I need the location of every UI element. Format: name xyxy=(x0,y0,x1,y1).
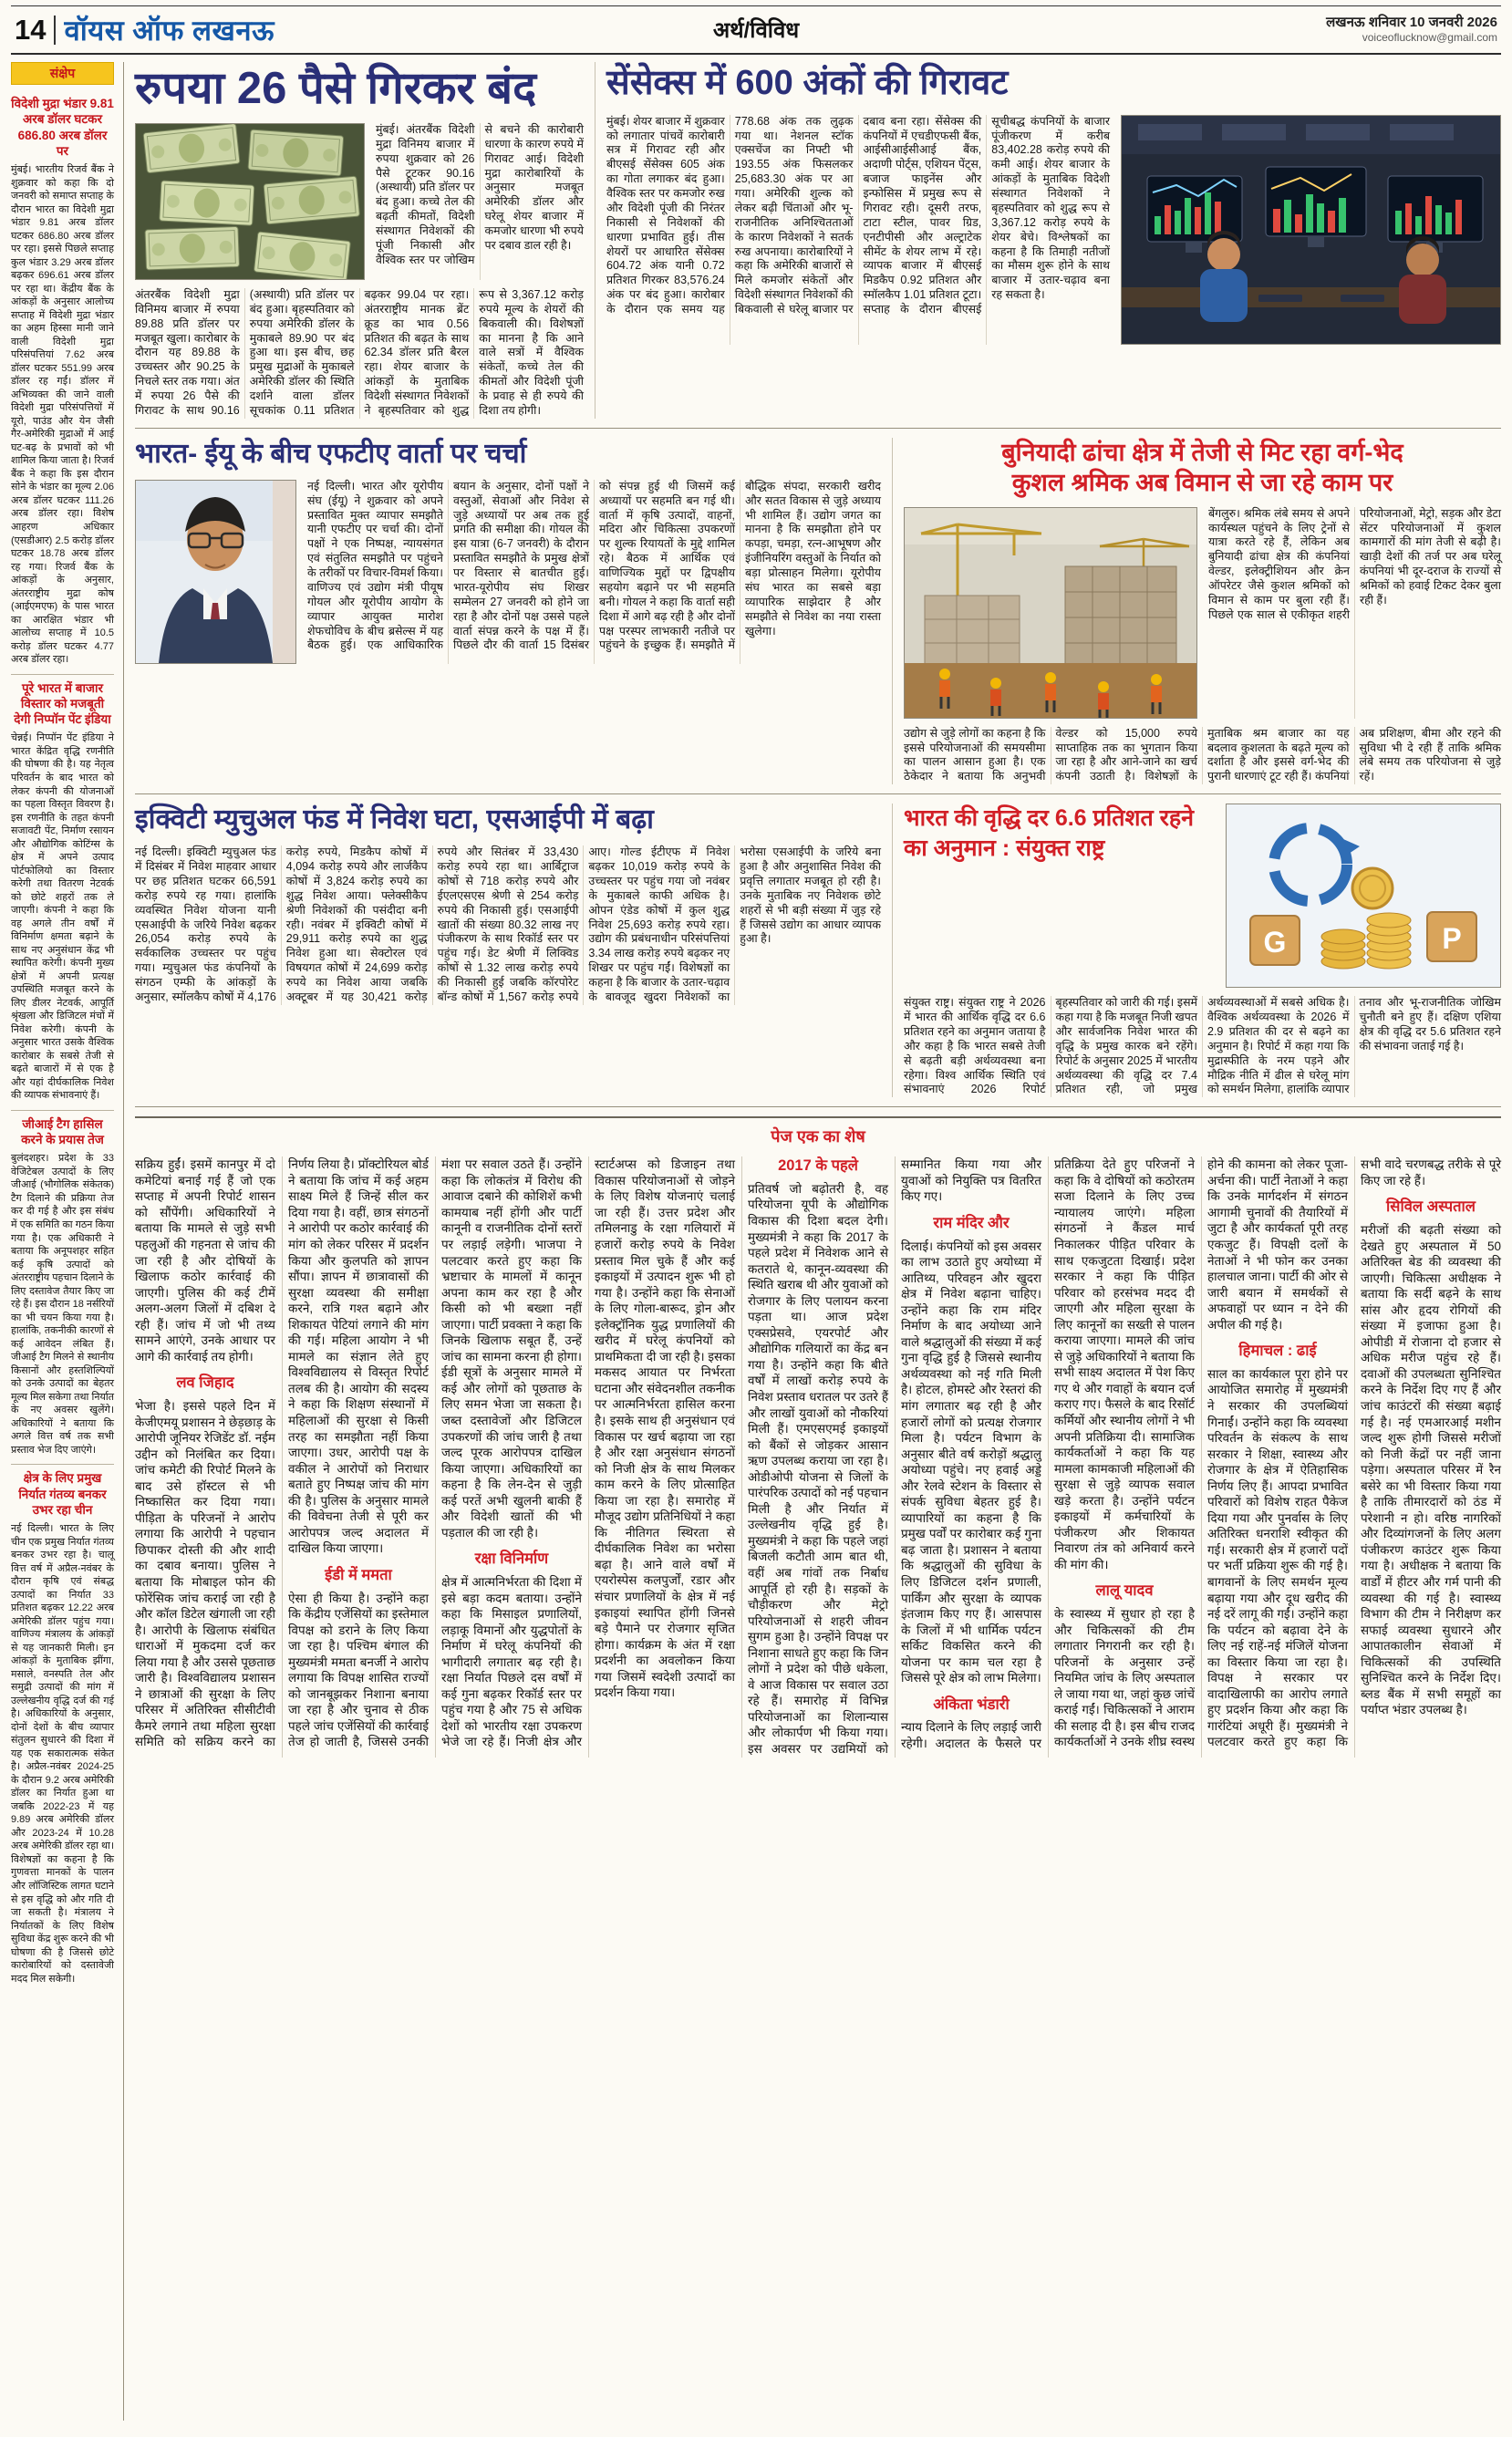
page-number: 14 xyxy=(15,13,47,46)
continued-body: साल का कार्यकाल पूरा होने पर आयोजित समारोह में मुख्यमंत्री ने सरकार की उपलब्धियां गिनाईं। उन्होंने कहा कि व्यवस्था परिवर्तन के संकल्प के साथ सरकार ने शिक्षा, स्वास्थ्य और रोजगार के क्षेत्र में ऐतिहासिक निर्णय लिए हैं। आपदा प्रभावित परिवारों को विशेष राहत पैकेज दिया गया और पुनर्वास के लिए अतिरिक्त धनराशि स्वीकृत की गई। सरकारी क्षेत्र में हजारों पदों पर भर्ती प्रक्रिया शुरू की गई है। बागवानों के लिए समर्थन मूल्य बढ़ाया गया और दूध खरीद की नई दरें लागू की गईं। उन्होंने कहा कि पर्यटन को बढ़ावा देने के लिए नई राहें-नई मंजिलें योजना का विस्तार किया जा रहा है। विपक्ष ने सरकार पर वादाखिलाफी का आरोप लगाते हुए प्रदर्शन किया और कहा कि गारंटियां अधूरी हैं। मुख्यमंत्री ने पलटवार करते हुए कहा कि सभी वादे चरणबद्ध तरीके से पूरे किए जा रहे हैं। xyxy=(1207,1157,1501,1749)
brief-body: नई दिल्ली। भारत के लिए चीन एक प्रमुख निर्यात गंतव्य बनकर उभर रहा है। चालू वित्त वर्ष में अप्रैल-नवंबर के दौरान कृषि एवं संबद्ध उत्पादों का निर्यात 33 प्रतिशत बढ़कर 12.22 अरब अमेरिकी डॉलर पहुंच गया। वाणिज्य मंत्रालय के आंकड़ों से यह जानकारी मिली। इन आंकड़ों के मुताबिक झींगा, मसाले, वनस्पति तेल और समुद्री उत्पादों की मांग में उल्लेखनीय वृद्धि दर्ज की गई है। अधिकारियों के अनुसार, दोनों देशों के बीच व्यापार संतुलन सुधारने की दिशा में यह एक सकारात्मक संकेत है। अप्रैल-नवंबर 2024-25 के दौरान 9.2 अरब अमेरिकी डॉलर का निर्यात हुआ था जबकि 2022-23 में यह 9.89 अरब अमेरिकी डॉलर और 2023-24 में 10.28 अरब अमेरिकी डॉलर रहा था। विशेषज्ञों का कहना है कि गुणवत्ता मानकों के पालन और लॉजिस्टिक लागत घटाने से इस वृद्धि को और गति दी जा सकती है। मंत्रालय ने निर्यातकों के लिए विशेष सुविधा केंद्र शुरू करने की भी घोषणा की है जिससे छोटे कारोबारियों को दस्तावेजी मदद मिल सकेगी। xyxy=(11,1523,114,1985)
sensex-body: मुंबई। शेयर बाजार में शुक्रवार को लगातार पांचवें कारोबारी सत्र में गिरावट रही और बीएसई सेंसेक्स 605 अंक का गोता लगाकर बंद हुआ। वैश्विक स्तर पर कमजोर रुख और विदेशी पूंजी की निरंतर निकासी से निवेशकों की धारणा प्रभावित हुई। तीस शेयरों पर आधारित सेंसेक्स 604.72 अंक यानी 0.72 प्रतिशत गिरकर 83,576.24 अंक पर बंद हुआ। कारोबार के दौरान एक समय यह 778.68 अंक तक लुढ़क गया था। नेशनल स्टॉक एक्सचेंज का निफ्टी भी 193.55 अंक फिसलकर 25,683.30 अंक पर आ गया। अमेरिकी शुल्क को लेकर बढ़ी चिंताओं और भू-राजनीतिक अनिश्चितताओं के कारण निवेशकों ने सतर्क रुख अपनाया। कारोबारियों ने कहा कि अमेरिकी बाजारों से मिले कमजोर संकेतों और विदेशी संस्थागत निवेशकों की बिकवाली से घरेलू बाजार पर दबाव बना रहा। सेंसेक्स की कंपनियों में एचडीएफसी बैंक, आईसीआईसीआई बैंक, अदाणी पोर्ट्स, एशियन पेंट्स, बजाज फाइनेंस और इन्फोसिस में प्रमुख रूप से गिरावट रही। दूसरी तरफ, टाटा स्टील, पावर ग्रिड, एनटीपीसी और अल्ट्राटेक सीमेंट के शेयर लाभ में रहे। व्यापक बाजार में बीएसई मिडकैप 0.92 प्रतिशत और स्मॉलकैप 1.01 प्रतिशत टूटा। सप्ताह के दौरान बीएसई सूचीबद्ध कंपनियों के बाजार पूंजीकरण में करीब 83,402.28 करोड़ रुपये की कमी आई। शेयर बाजार के आंकड़ों के मुताबिक विदेशी संस्थागत निवेशकों ने बृहस्पतिवार को शुद्ध रूप से 3,367.12 करोड़ रुपये के शेयर बेचे। विश्लेषकों का कहना है कि तिमाही नतीजों का मौसम शुरू होने के साथ बाजार में उतार-चढ़ाव बना रह सकता है। xyxy=(606,114,1110,316)
article-rupee-falls xyxy=(135,62,595,419)
infra-body-main: उद्योग से जुड़े लोगों का कहना है कि इससे परियोजनाओं की समयसीमा का पालन आसान हुआ है। एक ठेकेदार ने बताया कि अनुभवी वेल्डर को 15,000 रुपये साप्ताहिक तक का भुगतान किया जा रहा है और आने-जाने का खर्च कंपनी उठाती है। विशेषज्ञों के मुताबिक श्रम बाजार का यह बदलाव कुशलता के बढ़ते मूल्य को दर्शाता है और इससे वर्ग-भेद की पुरानी धारणाएं टूट रही हैं। कंपनियां अब प्रशिक्षण, बीमा और रहने की सुविधा भी दे रही हैं ताकि श्रमिक लंबे समय तक परियोजना से जुड़े रहें। xyxy=(904,726,1501,783)
gdp-letter-g: G xyxy=(1263,926,1287,959)
article-mutual-fund-sip xyxy=(135,804,893,1097)
masthead-left xyxy=(15,11,274,49)
continued-headline-civil-hospital: सिविल अस्पताल xyxy=(1386,1198,1476,1216)
masthead-right xyxy=(1326,15,1497,44)
continued-columns xyxy=(135,1156,1501,1757)
gdp-coins-graphic xyxy=(1226,804,1501,988)
infra-headline-line1: बुनियादी ढांचा क्षेत्र में तेजी से मिट रहा वर्ग-भेद xyxy=(1001,438,1403,466)
brief-item-nippon-paint xyxy=(11,675,114,1111)
masthead xyxy=(11,5,1501,55)
continued-body: न्याय दिलाने के लिए लड़ाई जारी रहेगी। अदालत के फैसले पर प्रतिक्रिया देते हुए परिजनों ने कहा कि वे दोषियों को कठोरतम सजा दिलाने के लिए उच्च न्यायालय जाएंगे। महिला संगठनों ने कैंडल मार्च निकालकर पीड़ित परिवार के साथ एकजुटता दिखाई। प्रदेश सरकार ने कहा कि पीड़ित परिवार को हरसंभव मदद दी जाएगी और महिला सुरक्षा के लिए कानूनों का सख्ती से पालन कराया जाएगा। मामले की जांच से जुड़े अधिकारियों ने बताया कि सभी साक्ष्य अदालत में पेश किए गए थे और गवाहों के बयान दर्ज कराए गए। फैसले के बाद रिसॉर्ट कर्मियों और स्थानीय लोगों ने भी अपनी प्रतिक्रिया दी। सामाजिक कार्यकर्ताओं ने कहा कि यह मामला कामकाजी महिलाओं की सुरक्षा से जुड़े व्यापक सवाल खड़े करता है। उन्होंने पर्यटन इकाइयों में कर्मचारियों के पंजीकरण और शिकायत निवारण तंत्र को अनिवार्य करने की मांग की। xyxy=(901,1157,1195,1750)
infra-body-lead: बेंगलुरु। श्रमिक लंबे समय से अपने कार्यस्थल पहुंचने के लिए ट्रेनों से यात्रा करते रहे हैं, लेकिन अब बुनियादी ढांचा क्षेत्र की कंपनियां वेल्डर, इलेक्ट्रीशियन और क्रेन ऑपरेटर जैसे कुशल श्रमिकों को विमान से काम पर बुला रही हैं। पिछले एक साल से एकीकृत शहरी परियोजनाओं, मेट्रो, सड़क और डेटा सेंटर परियोजनाओं में कुशल कामगारों की मांग तेजी से बढ़ी है। खाड़ी देशों की तर्ज पर अब घरेलू कंपनियां भी दूर-दराज के राज्यों से श्रमिकों को हवाई टिकट देकर बुला रही हैं। xyxy=(1208,506,1501,621)
contact-email: voiceoflucknow@gmail.com xyxy=(1362,31,1497,45)
fta-media-row xyxy=(135,480,881,664)
construction-site-photo xyxy=(904,507,1197,719)
fta-headline: भारत- ईयू के बीच एफटीए वार्ता पर चर्चा xyxy=(135,438,527,469)
brief-headline: क्षेत्र के लिए प्रमुख निर्यात गंतव्य बनकर उभर रहा चीन xyxy=(18,1471,107,1517)
continued-headline-ankita: अंकिता भंडारी xyxy=(933,1696,1010,1713)
continued-lead: सक्रिय हुईं। इसमें कानपुर में दो कमेटियां बनाई गई हैं जो एक सप्ताह में अपनी रिपोर्ट शासन को सौंपेंगी। अधिकारियों ने बताया कि मामले से जुड़े सभी पहलुओं की गहनता से जांच की जा रही है और दोषियों के खिलाफ कठोर कार्रवाई की जाएगी। पुलिस की कई टीमें अलग-अलग जिलों में दबिश दे रही हैं। जांच में जो भी तथ्य सामने आएंगे, उनके आधार पर आगे की कार्रवाई तय होगी। xyxy=(135,1157,275,1364)
infra-media-row xyxy=(904,507,1501,719)
rupee-headline: रुपया 26 पैसे गिरकर बंद xyxy=(135,64,537,113)
continued-headline-ed-mamata: ईडी में ममता xyxy=(325,1566,392,1583)
continued-headline-ram-mandir: राम मंदिर और xyxy=(933,1214,1010,1231)
main-articles-area xyxy=(135,62,1501,2421)
article-un-growth-forecast xyxy=(904,804,1501,1097)
rupee-body-lead: मुंबई। अंतरबैंक विदेशी मुद्रा विनिमय बाजार में रुपया शुक्रवार को 26 पैसे टूटकर 90.16 (अस्थायी) प्रति डॉलर पर बंद हुआ। कच्चे तेल की बढ़ती कीमतों, विदेशी संस्थागत निवेशकों की पूंजी निकासी और वैश्विक स्तर पर जोखिम से बचने की कारोबारी धारणा के कारण रुपये में गिरावट आई। विदेशी मुद्रा कारोबारियों के अनुसार मजबूत अमेरिकी डॉलर और घरेलू शेयर बाजार में कमजोर धारणा भी रुपये पर दबाव डाल रही है। xyxy=(376,122,584,266)
dollar-notes-photo xyxy=(135,123,365,280)
construction-site-illustration xyxy=(905,508,1196,718)
brief-headline: जीआई टैग हासिल करने के प्रयास तेज xyxy=(21,1116,104,1147)
page-content xyxy=(11,55,1501,2421)
minister-portrait-illustration xyxy=(136,481,295,663)
section-title: अर्थ/विविध xyxy=(712,18,800,43)
dateline: लखनऊ शनिवार 10 जनवरी 2026 xyxy=(1326,15,1497,31)
stock-traders-illustration xyxy=(1122,116,1500,344)
newspaper-name: वॉयस ऑफ लखनऊ xyxy=(64,14,274,47)
minister-portrait-photo xyxy=(135,480,296,664)
sensex-media-row xyxy=(606,115,1501,345)
top-row xyxy=(135,62,1501,429)
rupee-body-main: अंतरबैंक विदेशी मुद्रा विनिमय बाजार में रुपया 89.88 प्रति डॉलर पर मजबूत खुला। कारोबार के दौरान यह 89.88 के उच्चस्तर और 90.25 के निचले स्तर तक गया। अंत में रुपया 26 पैसे की गिरावट के साथ 90.16 (अस्थायी) प्रति डॉलर पर बंद हुआ। बृहस्पतिवार को रुपया अमेरिकी डॉलर के मुकाबले 89.90 पर बंद हुआ था। इस बीच, छह प्रमुख मुद्राओं के मुकाबले अमेरिकी डॉलर की स्थिति दर्शाने वाला डॉलर सूचकांक 0.11 प्रतिशत बढ़कर 99.04 पर रहा। अंतरराष्ट्रीय मानक ब्रेंट क्रूड का भाव 0.56 प्रतिशत की बढ़त के साथ 62.34 डॉलर प्रति बैरल रहा। शेयर बाजार के आंकड़ों के मुताबिक विदेशी संस्थागत निवेशकों ने बृहस्पतिवार को शुद्ध रूप से 3,367.12 करोड़ रुपये मूल्य के शेयरों की बिकवाली की। विशेषज्ञों का मानना है कि आने वाले सत्रों में वैश्विक संकेतों, कच्चे तेल की कीमतों और विदेशी पूंजी के प्रवाह से ही रुपये की दिशा तय होगी। xyxy=(135,287,584,417)
un-headline: भारत की वृद्धि दर 6.6 प्रतिशत रहने का अनुमान : संयुक्त राष्ट्र xyxy=(904,805,1195,862)
article-india-eu-fta xyxy=(135,438,893,784)
brief-body: मुंबई। भारतीय रिजर्व बैंक ने शुक्रवार को कहा कि दो जनवरी को समाप्त सप्ताह के दौरान भारत का विदेशी मुद्रा भंडार 9.81 अरब डॉलर घटकर 686.80 अरब डॉलर पर रहा। इससे पिछले सप्ताह कुल भंडार 3.29 अरब डॉलर बढ़कर 696.61 अरब डॉलर पर रहा था। केंद्रीय बैंक के आंकड़ों के अनुसार आलोच्य सप्ताह में विदेशी मुद्रा भंडार का अहम हिस्सा मानी जाने वाली विदेशी मुद्रा परिसंपत्तियां 7.62 अरब डॉलर घटकर 551.99 अरब डॉलर रह गईं। डॉलर में अभिव्यक्त की जाने वाली विदेशी मुद्रा परिसंपत्तियों में यूरो, पाउंड और येन जैसी गैर-अमेरिकी मुद्राओं में आई घट-बढ़ के प्रभावों को भी शामिल किया जाता है। रिजर्व बैंक ने कहा कि इस दौरान सोने के भंडार का मूल्य 2.06 अरब डॉलर घटकर 111.26 अरब डॉलर रहा। विशेष आहरण अधिकार (एसडीआर) 2.5 करोड़ डॉलर घटकर 18.78 अरब डॉलर रह गया। रिजर्व बैंक के आंकड़ों के अनुसार, अंतरराष्ट्रीय मुद्रा कोष (आईएमएफ) के पास भारत का आरक्षित भंडार भी आलोच्य सप्ताह में 10.5 करोड़ डॉलर घटकर 4.77 अरब डॉलर रहा। xyxy=(11,164,114,666)
brief-item-gi-tag xyxy=(11,1111,114,1465)
continued-headline-defence: रक्षा विनिर्माण xyxy=(474,1550,549,1568)
continued-headline-love-jihad: लव जिहाद xyxy=(176,1374,234,1392)
gdp-letter-p: P xyxy=(1442,922,1462,956)
briefs-label: संक्षेप xyxy=(11,62,114,85)
continued-label: पेज एक का शेष xyxy=(771,1127,865,1146)
un-body: संयुक्त राष्ट्र। संयुक्त राष्ट्र ने 2026 में भारत की आर्थिक वृद्धि दर 6.6 प्रतिशत रहने का अनुमान जताया है और कहा है कि भारत सबसे तेजी से बढ़ती बड़ी अर्थव्यवस्था बना रहेगा। विश्व आर्थिक स्थिति एवं संभावनाएं 2026 रिपोर्ट बृहस्पतिवार को जारी की गई। इसमें कहा गया है कि मजबूत निजी खपत और सार्वजनिक निवेश भारत की वृद्धि के प्रमुख कारक बने रहेंगे। रिपोर्ट के अनुसार 2025 में भारतीय अर्थव्यवस्था की वृद्धि दर 7.4 प्रतिशत रही, जो प्रमुख अर्थव्यवस्थाओं में सबसे अधिक है। वैश्विक अर्थव्यवस्था के 2026 में 2.9 प्रतिशत की दर से बढ़ने का अनुमान है। रिपोर्ट में कहा गया कि मुद्रास्फीति के नरम पड़ने और मौद्रिक नीति में ढील से घरेलू मांग को समर्थन मिलेगा, हालांकि व्यापार तनाव और भू-राजनीतिक जोखिम चुनौती बने हुए हैं। दक्षिण एशिया क्षेत्र की वृद्धि दर 5.6 प्रतिशत रहने की संभावना जताई गई है। xyxy=(904,996,1501,1096)
page-one-continued xyxy=(135,1116,1501,2421)
article-sensex-fall xyxy=(606,62,1501,419)
sensex-headline: सेंसेक्स में 600 अंकों की गिरावट xyxy=(606,64,1009,102)
article-infrastructure-workers xyxy=(904,438,1501,784)
brief-item-forex-reserves xyxy=(11,90,114,675)
equity-body: नई दिल्ली। इक्विटी म्युचुअल फंड में दिसंबर में निवेश माहवार आधार पर छह प्रतिशत घटकर 66,591 करोड़ रुपये रह गया। हालांकि व्यवस्थित निवेश योजना यानी एसआईपी के जरिये निवेश बढ़कर 26,054 करोड़ रुपये के सर्वकालिक उच्चस्तर पर पहुंच गया। म्युचुअल फंड कंपनियों के संगठन एम्फी के आंकड़ों के अनुसार, स्मॉलकैप कोषों में 4,176 करोड़ रुपये, मिडकैप कोषों में 4,094 करोड़ रुपये और लार्जकैप कोषों में 3,824 करोड़ रुपये का शुद्ध निवेश आया। फ्लेक्सीकैप श्रेणी निवेशकों की पसंदीदा बनी रही। नवंबर में इक्विटी कोषों में 29,911 करोड़ रुपये का शुद्ध निवेश हुआ था। सेक्टोरल एवं विषयगत कोषों में 24,699 करोड़ रुपये का निवेश आया जबकि अक्टूबर में यह 30,421 करोड़ रुपये और सितंबर में 33,430 करोड़ रुपये रहा था। आर्बिट्राज कोषों से 718 करोड़ रुपये और ईएलएसएस श्रेणी से 254 करोड़ रुपये की निकासी हुई। एसआईपी खातों की संख्या 80.32 लाख नए पंजीकरण के साथ रिकॉर्ड स्तर पर पहुंच गई। डेट श्रेणी में लिक्विड कोषों से 1.32 लाख करोड़ रुपये की निकासी हुई जबकि कॉरपोरेट बॉन्ड कोषों में 1,567 करोड़ रुपये आए। गोल्ड ईटीएफ में निवेश बढ़कर 10,019 करोड़ रुपये के उच्चस्तर पर पहुंच गया जो नवंबर के मुकाबले काफी अधिक है। ओपन एंडेड कोषों में कुल शुद्ध निवेश 25,693 करोड़ रुपये रहा। उद्योग की प्रबंधनाधीन परिसंपत्तियां 3.34 लाख करोड़ रुपये बढ़कर नए शिखर पर पहुंच गईं। विशेषज्ञों का कहना है कि बाजार के उतार-चढ़ाव के बावजूद खुदरा निवेशकों का भरोसा एसआईपी के जरिये बना हुआ है और अनुशासित निवेश की प्रवृत्ति लगातार मजबूत हो रही है। उनके मुताबिक नए निवेशक छोटे शहरों से भी बड़ी संख्या में जुड़ रहे हैं जिससे उद्योग का आधार व्यापक हुआ है। xyxy=(135,845,881,1003)
un-media-row xyxy=(904,804,1501,988)
continued-body: के स्वास्थ्य में सुधार हो रहा है और चिकित्सकों की टीम लगातार निगरानी कर रही है। परिजनों के अनुसार उन्हें नियमित जांच के लिए अस्पताल ले जाया गया था, जहां कुछ जांचें कराई गईं। चिकित्सकों ने आराम की सलाह दी है। इस बीच राजद कार्यकर्ताओं ने उनके शीघ्र स्वस्थ होने की कामना को लेकर पूजा-अर्चना की। पार्टी नेताओं ने कहा कि उनके मार्गदर्शन में संगठन आगामी चुनावों की तैयारियों में जुटा है और कार्यकर्ता पूरी तरह एकजुट हैं। विपक्षी दलों के नेताओं ने भी फोन कर उनका हालचाल जाना। पार्टी की ओर से जारी बयान में समर्थकों से अफवाहों पर ध्यान न देने की अपील की गई है। xyxy=(1054,1157,1348,1749)
fta-body: नई दिल्ली। भारत और यूरोपीय संघ (ईयू) ने शुक्रवार को अपने प्रस्तावित मुक्त व्यापार समझौते यानी एफटीए पर चर्चा की। दोनों पक्षों ने एक निष्पक्ष, न्यायसंगत एवं संतुलित समझौते पर पहुंचने के तरीकों पर विचार-विमर्श किया। वाणिज्य एवं उद्योग मंत्री पीयूष गोयल और यूरोपीय आयोग के व्यापार आयुक्त मारोश शेफचोविच के बीच ब्रसेल्स में यह बैठक हुई। एक आधिकारिक बयान के अनुसार, दोनों पक्षों ने वस्तुओं, सेवाओं और निवेश से जुड़े अध्यायों पर अब तक हुई प्रगति की समीक्षा की। गोयल की इस यात्रा (6-7 जनवरी) के दौरान प्रस्तावित समझौते के प्रमुख क्षेत्रों पर विस्तार से बातचीत हुई। भारत-यूरोपीय संघ शिखर सम्मेलन 27 जनवरी को होने जा रहा है और दोनों पक्ष उससे पहले वार्ता संपन्न करने के पक्ष में हैं। पिछले दौर की वार्ता 15 दिसंबर को संपन्न हुई थी जिसमें कई अध्यायों पर सहमति बन गई थी। वार्ता में कृषि उत्पादों, वाहनों, मदिरा और चिकित्सा उपकरणों पर शुल्क रियायतों के मुद्दे शामिल रहे। बैठक में आर्थिक एवं वाणिज्यिक मुद्दों पर द्विपक्षीय सहयोग बढ़ाने पर भी सहमति बनी। गोयल ने कहा कि वार्ता सही दिशा में आगे बढ़ रही है और दोनों पक्ष परस्पर लाभकारी नतीजे पर पहुंचने के इच्छुक हैं। समझौते में बौद्धिक संपदा, सरकारी खरीद और सतत विकास से जुड़े अध्याय भी शामिल हैं। उद्योग जगत का मानना है कि समझौता होने पर कपड़ा, चमड़ा, रत्न-आभूषण और इंजीनियरिंग वस्तुओं के निर्यात को बड़ा प्रोत्साहन मिलेगा। यूरोपीय संघ भारत का सबसे बड़ा व्यापारिक साझेदार है और समझौते से निवेश का नया रास्ता खुलेगा। xyxy=(307,479,881,652)
rupee-media-row xyxy=(135,123,584,280)
continued-body: ऐसा ही किया है। उन्होंने कहा कि केंद्रीय एजेंसियों का इस्तेमाल विपक्ष को डराने के लिए किया जा रहा है। पश्चिम बंगाल की मुख्यमंत्री ममता बनर्जी ने आरोप लगाया कि विपक्ष शासित राज्यों को जानबूझकर निशाना बनाया जा रहा है और चुनाव से ठीक पहले जांच एजेंसियों की कार्रवाई तेज हो जाती है, जिससे उनकी मंशा पर सवाल उठते हैं। उन्होंने कहा कि लोकतंत्र में विरोध की आवाज दबाने की कोशिशें कभी कामयाब नहीं होंगी और पार्टी कानूनी व राजनीतिक दोनों स्तरों पर लड़ाई लड़ेगी। भाजपा ने पलटवार करते हुए कहा कि भ्रष्टाचार के मामलों में कानून अपना काम कर रहा है और किसी को भी बख्शा नहीं जाएगा। पार्टी प्रवक्ता ने कहा कि जिनके खिलाफ सबूत हैं, उन्हें जांच का सामना करना ही होगा। ईडी सूत्रों के अनुसार मामले में कई और लोगों को पूछताछ के लिए समन भेजा जा सकता है। जब्त दस्तावेजों और डिजिटल उपकरणों की जांच जारी है तथा जल्द पूरक आरोपपत्र दाखिल किया जाएगा। अधिकारियों का कहना है कि लेन-देन से जुड़ी कई परतें अभी खुलनी बाकी हैं और विदेशी खातों की भी पड़ताल की जा रही है। xyxy=(288,1157,582,1749)
masthead-divider xyxy=(54,16,56,45)
gdp-coins-illustration xyxy=(1227,804,1500,987)
brief-headline: विदेशी मुद्रा भंडार 9.81 अरब डॉलर घटकर 686.80 अरब डॉलर पर xyxy=(11,97,114,158)
continued-headline-lalu: लालू यादव xyxy=(1095,1582,1154,1600)
equity-headline: इक्विटी म्युचुअल फंड में निवेश घटा, एसआईपी में बढ़ा xyxy=(135,804,654,835)
continued-body: भेजा है। इससे पहले दिन में केजीएमयू प्रशासन ने छेड़छाड़ के आरोपी जूनियर रेजिडेंट डॉ. नईम उद्दीन को निलंबित कर दिया। जांच कमेटी की रिपोर्ट मिलने के बाद उसे हॉस्टल से भी निष्कासित कर दिया गया। पीड़िता के परिजनों ने आरोप लगाया कि आरोपी ने पहचान छिपाकर दोस्ती की और शादी का दबाव बनाया। पुलिस ने बताया कि मोबाइल फोन की फोरेंसिक जांच कराई जा रही है और कॉल डिटेल खंगाली जा रही है। आरोपी के खिलाफ संबंधित धाराओं में मुकदमा दर्ज कर लिया गया है और उससे पूछताछ जारी है। विश्वविद्यालय प्रशासन ने छात्राओं की सुरक्षा के लिए परिसर में अतिरिक्त सीसीटीवी कैमरे लगाने तथा महिला सुरक्षा समिति को सक्रिय करने का निर्णय लिया है। प्रॉक्टोरियल बोर्ड ने बताया कि जांच में कई अहम साक्ष्य मिले हैं जिन्हें सील कर दिया गया है। वहीं, छात्र संगठनों ने आरोपी पर कठोर कार्रवाई की मांग को लेकर परिसर में प्रदर्शन किया और कुलपति को ज्ञापन सौंपा। ज्ञापन में छात्रावासों की सुरक्षा व्यवस्था की समीक्षा करने, रात्रि गश्त बढ़ाने और शिकायत पेटियां लगाने की मांग की गई। महिला आयोग ने भी मामले का संज्ञान लेते हुए विश्वविद्यालय से विस्तृत रिपोर्ट तलब की है। आयोग की सदस्य ने कहा कि शिक्षण संस्थानों में महिलाओं की सुरक्षा से किसी तरह का समझौता नहीं किया जाएगा। उधर, आरोपी पक्ष के वकील ने आरोपों को निराधार बताते हुए निष्पक्ष जांच की मांग की है। पुलिस के अनुसार मामले की विवेचना तेजी से पूरी कर आरोपपत्र जल्द अदालत में दाखिल किया जाएगा। xyxy=(135,1157,429,1749)
dollar-notes-illustration xyxy=(136,124,364,279)
briefs-column xyxy=(11,62,124,2421)
brief-item-china-export xyxy=(11,1465,114,1993)
continued-headline-himachal: हिमाचल : ढाई xyxy=(1238,1343,1317,1360)
stock-traders-photo xyxy=(1121,115,1501,345)
brief-body: बुलंदशहर। प्रदेश के 33 वेजिटेबल उत्पादों के लिए जीआई (भौगोलिक संकेतक) टैग दिलाने की प्रक्रिया तेज कर दी गई है और इस संबंध में एक समिति का गठन किया गया है। एक अधिकारी ने बताया कि अनूपशहर सहित कई कृषि उत्पादों को अंतरराष्ट्रीय पहचान दिलाने के लिए दस्तावेज तैयार किए जा रहे हैं। इस दौरान 18 नर्सरियों का भी चयन किया गया है। हालांकि, तकनीकी कारणों से कई आवेदन लंबित हैं। जीआई टैग मिलने से स्थानीय किसानों और हस्तशिल्पियों को उनके उत्पादों का बेहतर मूल्य मिल सकेगा तथा निर्यात के नए अवसर खुलेंगे। अधिकारियों ने बताया कि अगले वित्त वर्ष तक सभी प्रस्ताव भेज दिए जाएंगे। xyxy=(11,1153,114,1456)
brief-headline: पूरे भारत में बाजार विस्तार को मजबूती देगी निप्पॉन पेंट इंडिया xyxy=(14,680,111,727)
lower-row xyxy=(135,804,1501,1107)
continued-body: दिलाई। कंपनियों को इस अवसर का लाभ उठाते हुए अयोध्या में आतिथ्य, परिवहन और खुदरा क्षेत्र में निवेश बढ़ाना चाहिए। उन्होंने कहा कि राम मंदिर निर्माण के बाद अयोध्या आने वाले श्रद्धालुओं की संख्या में कई गुना वृद्धि हुई है जिससे स्थानीय अर्थव्यवस्था को नई गति मिली है। होटल, होमस्टे और रेस्तरां की मांग लगातार बढ़ रही है और हजारों लोगों को प्रत्यक्ष रोजगार मिला है। पर्यटन विभाग के अनुसार बीते वर्ष करोड़ों श्रद्धालु अयोध्या पहुंचे। नए हवाई अड्डे और रेलवे स्टेशन के विस्तार से संपर्क सुविधा बेहतर हुई है। व्यापारियों का कहना है कि प्रमुख पर्वों पर कारोबार कई गुना बढ़ जाता है। प्रशासन ने बताया कि श्रद्धालुओं की सुविधा के लिए डिजिटल दर्शन प्रणाली, पार्किंग और सुरक्षा के व्यापक इंतजाम किए गए हैं। आसपास के जिलों में भी धार्मिक पर्यटन सर्किट विकसित करने की योजना पर काम चल रहा है जिससे पूरे क्षेत्र को लाभ मिलेगा। xyxy=(901,1239,1041,1685)
continued-body: प्रतिवर्ष जो बढ़ोतरी है, वह परियोजना यूपी के औद्योगिक विकास की दिशा बदल देगी। मुख्यमंत्री ने कहा कि 2017 के पहले प्रदेश में निवेशक आने से कतराते थे, कानून-व्यवस्था की स्थिति खराब थी और युवाओं को रोजगार के लिए पलायन करना पड़ता था। आज प्रदेश एक्सप्रेसवे, एयरपोर्ट और औद्योगिक गलियारों का केंद्र बन गया है। उन्होंने कहा कि बीते वर्षों में लाखों करोड़ रुपये के निवेश प्रस्ताव धरातल पर उतरे हैं और लाखों युवाओं को नौकरियां मिली हैं। एमएसएमई इकाइयों को बैंकों से जोड़कर आसान ऋण उपलब्ध कराया जा रहा है। ओडीओपी योजना से जिलों के पारंपरिक उत्पादों को नई पहचान मिली है और निर्यात में उल्लेखनीय वृद्धि हुई है। मुख्यमंत्री ने कहा कि पहले जहां बिजली कटौती आम बात थी, वहीं अब गांवों तक निर्बाध आपूर्ति हो रही है। सड़कों के चौड़ीकरण और मेट्रो परियोजनाओं से शहरी जीवन सुगम हुआ है। उन्होंने विपक्ष पर निशाना साधते हुए कहा कि जिन लोगों ने प्रदेश को पीछे धकेला, वे आज विकास पर सवाल उठा रहे हैं। समारोह में विभिन्न परियोजनाओं का शिलान्यास और लोकार्पण भी किया गया। इस अवसर पर उद्यमियों को सम्मानित किया गया और युवाओं को नियुक्ति पत्र वितरित किए गए। xyxy=(748,1157,1041,1757)
brief-body: चेन्नई। निप्पॉन पेंट इंडिया ने भारत केंद्रित वृद्धि रणनीति की घोषणा की है। यह नेतृत्व परिवर्तन के बाद भारत को लेकर कंपनी की योजनाओं का पहला विस्तृत विवरण है। इस रणनीति के तहत कंपनी सजावटी पेंट, निर्माण रसायन और औद्योगिक कोटिंग्स के क्षेत्र में अपने उत्पाद पोर्टफोलियो का विस्तार करेगी तथा वितरण नेटवर्क को छोटे शहरों तक ले जाएगी। कंपनी ने कहा कि वह अगले तीन वर्षों में विनिर्माण क्षमता बढ़ाने के साथ नए अनुसंधान केंद्र भी स्थापित करेगी। कंपनी मुख्य क्षेत्रों में अपनी प्रत्यक्ष उपस्थिति मजबूत करने के लिए डीलर नेटवर्क, आपूर्ति श्रृंखला और डिजिटल मंचों में निवेश करेगी। कंपनी के अनुसार भारत उसके वैश्विक कारोबार के सबसे तेजी से बढ़ते बाजारों में से एक है और यहां दीर्घकालिक निवेश की व्यापक संभावनाएं हैं। xyxy=(11,732,114,1102)
infra-headline-line2: कुशल श्रमिक अब विमान से जा रहे काम पर xyxy=(1011,468,1393,496)
continued-body: मरीजों की बढ़ती संख्या को देखते हुए अस्पताल में 50 अतिरिक्त बेड की व्यवस्था की जाएगी। चिकित्सा अधीक्षक ने बताया कि सर्दी बढ़ने के साथ सांस और हृदय रोगियों की संख्या में इजाफा हुआ है। ओपीडी में रोजाना दो हजार से अधिक मरीज पहुंच रहे हैं। दवाओं की उपलब्धता सुनिश्चित करने के निर्देश दिए गए हैं और जांच काउंटरों की संख्या बढ़ाई गई है। नई एमआरआई मशीन जल्द शुरू होगी जिससे मरीजों को निजी केंद्रों पर नहीं जाना पड़ेगा। अस्पताल परिसर में रैन बसेरे का भी विस्तार किया गया है ताकि तीमारदारों को ठंड में परेशानी न हो। वरिष्ठ नागरिकों और दिव्यांगजनों के लिए अलग पंजीकरण काउंटर शुरू किया गया है। अधीक्षक ने बताया कि वार्डों में हीटर और गर्म पानी की व्यवस्था की गई है। स्वास्थ्य विभाग की टीम ने निरीक्षण कर सफाई व्यवस्था सुधारने और आपातकालीन सेवाओं में चिकित्सकों की उपस्थिति सुनिश्चित करने के निर्देश दिए। ब्लड बैंक में सभी समूहों का पर्याप्त भंडार उपलब्ध है। xyxy=(1361,1222,1501,1717)
continued-body: क्षेत्र में आत्मनिर्भरता की दिशा में इसे बड़ा कदम बताया। उन्होंने कहा कि मिसाइल प्रणालियों, लड़ाकू विमानों और युद्धपोतों के निर्माण में घरेलू कंपनियों की भागीदारी लगातार बढ़ रही है। रक्षा निर्यात पिछले दस वर्षों में कई गुना बढ़कर रिकॉर्ड स्तर पर पहुंच गया है और 75 से अधिक देशों को भारतीय रक्षा उपकरण भेजे जा रहे हैं। निजी क्षेत्र और स्टार्टअप्स को डिजाइन तथा विकास परियोजनाओं से जोड़ने के लिए विशेष योजनाएं चलाई जा रही हैं। उत्तर प्रदेश और तमिलनाडु के रक्षा गलियारों में हजारों करोड़ रुपये के निवेश प्रस्ताव मिल चुके हैं और कई इकाइयों में उत्पादन शुरू भी हो गया है। उन्होंने कहा कि सेनाओं के लिए गोला-बारूद, ड्रोन और इलेक्ट्रॉनिक युद्ध प्रणालियों की खरीद में घरेलू कंपनियों को प्राथमिकता दी जा रही है। इसका मकसद आयात पर निर्भरता घटाना और संवेदनशील तकनीक पर आत्मनिर्भरता हासिल करना है। इसके साथ ही अनुसंधान एवं विकास पर खर्च बढ़ाया जा रहा है और रक्षा अनुसंधान संगठनों को निजी क्षेत्र के साथ मिलकर काम करने के लिए प्रोत्साहित किया जा रहा है। समारोह में मौजूद उद्योग प्रतिनिधियों ने कहा कि नीतिगत स्थिरता से दीर्घकालिक निवेश का भरोसा बढ़ा है। आने वाले वर्षों में एयरोस्पेस कलपुर्जों, रडार और संचार प्रणालियों के क्षेत्र में नई इकाइयां स्थापित होंगी जिनसे बड़े पैमाने पर रोजगार सृजित होगा। कार्यक्रम के अंत में रक्षा प्रदर्शनी का अवलोकन किया गया जिसमें स्वदेशी उत्पादों का प्रदर्शन किया गया। xyxy=(441,1157,735,1749)
continued-headline-2017: 2017 के पहले xyxy=(778,1157,858,1175)
middle-row xyxy=(135,438,1501,794)
